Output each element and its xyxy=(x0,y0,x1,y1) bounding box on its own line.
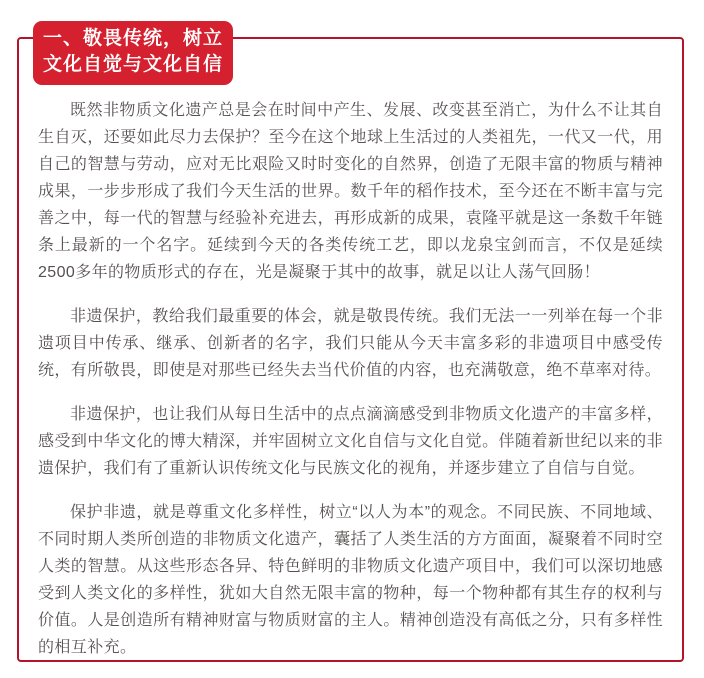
section-title-line2: 文化自觉与文化自信 xyxy=(43,54,224,75)
content-panel xyxy=(17,28,684,662)
article-body xyxy=(19,39,682,660)
section-title-badge xyxy=(33,21,233,85)
paragraph-1: 既然非物质文化遗产总是会在时间中产生、发展、改变甚至消亡，为什么不让其自生自灭，还要如此尽力去保护？至今在这个地球上生活过的人类祖先，一代又一代，用自己的智慧与劳动，应对无比艰险又时时变化的自然界，创造了无限丰富的物质与精神成果，一步步形成了我们今天生活的世界。数千年的稻作技术，至今还在不断丰富与完善之中，每一代的智慧与经验补充进去，再形成新的成果，袁隆平就是这一条数千年链条上最新的一个名字。延续到今天的各类传统工艺，即以龙泉宝剑而言，不仅是延续2500多年的物质形式的存在，光是凝聚于其中的故事，就足以让人荡气回肠！ xyxy=(38,102,663,281)
paragraph-3: 非遗保护，也让我们从每日生活中的点点滴滴感受到非物质文化遗产的丰富多样，感受到中华文化的博大精深，并牢固树立文化自信与文化自觉。伴随着新世纪以来的非遗保护，我们有了重新认识传统文化与民族文化的视角，并逐步建立了自信与自觉。 xyxy=(38,406,663,477)
paragraph-4: 保护非遗，就是尊重文化多样性，树立“以人为本”的观念。不同民族、不同地域、不同时期人类所创造的非物质文化遗产，囊括了人类生活的方方面面，凝聚着不同时空人类的智慧。从这些形态各异、特色鲜明的非物质文化遗产项目中，我们可以深切地感受到人类文化的多样性，犹如大自然无限丰富的物种，每一个物种都有其生存的权利与价值。人是创造所有精神财富与物质财富的主人。精神创造没有高低之分，只有多样性的相互补充。 xyxy=(38,504,663,656)
section-title-line1: 一、敬畏传统，树立 xyxy=(43,28,224,49)
paragraph-2: 非遗保护，教给我们最重要的体会，就是敬畏传统。我们无法一一列举在每一个非遗项目中传承、继承、创新者的名字，我们只能从今天丰富多彩的非遗项目中感受传统，有所敬畏，即使是对那些已经失去当代价值的内容，也充满敬意，绝不草率对待。 xyxy=(38,308,663,379)
